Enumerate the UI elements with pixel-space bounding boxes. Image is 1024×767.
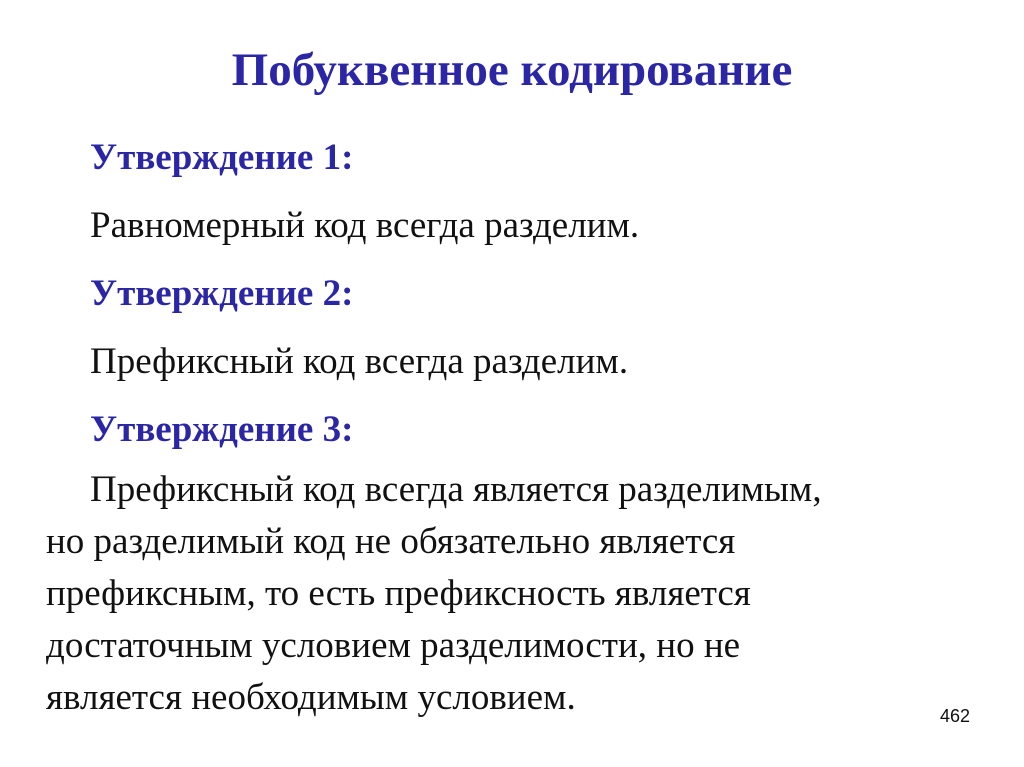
statement-1-text: Равномерный код всегда разделим.: [90, 205, 640, 246]
statement-3-heading: Утверждение 3:: [90, 409, 354, 450]
slide-content: [46, 130, 1006, 724]
statement-3-line: достаточным условием разделимости, но не: [46, 625, 741, 666]
statement-2-heading: Утверждение 2:: [90, 273, 354, 314]
statement-3-line: но разделимый код не обязательно является: [46, 521, 736, 562]
slide-title: Побуквенное кодирование: [231, 44, 793, 96]
statement-1-heading: Утверждение 1:: [90, 137, 354, 178]
page-number: 462: [939, 706, 970, 726]
statement-3-line: Префиксный код всегда является разделимым,: [90, 469, 822, 510]
statement-3-line: префиксным, то есть префиксность является: [46, 573, 751, 614]
statement-3-line: является необходимым условием.: [46, 677, 576, 718]
statement-3-text: [46, 464, 1006, 724]
statement-2-text: Префиксный код всегда разделим.: [90, 341, 629, 382]
